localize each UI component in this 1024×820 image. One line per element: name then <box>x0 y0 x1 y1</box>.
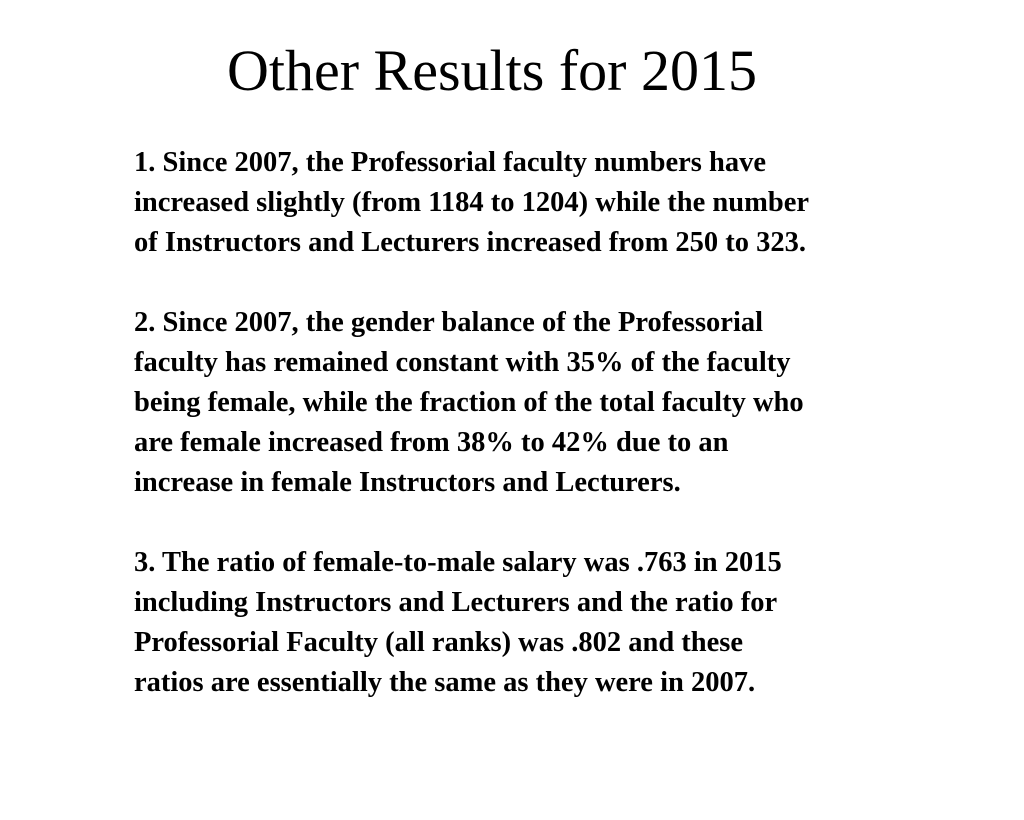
result-point-1 <box>134 143 934 263</box>
result-point-2 <box>134 303 934 503</box>
slide-title: Other Results for 2015 <box>227 38 757 103</box>
result-2-line-2: faculty has remained constant with 35% of the faculty <box>134 347 791 378</box>
result-2-line-5: increase in female Instructors and Lecturers. <box>134 467 681 498</box>
result-1-line-2: increased slightly (from 1184 to 1204) while the number <box>134 187 809 218</box>
result-2-line-1: 2. Since 2007, the gender balance of the Professorial <box>134 307 764 338</box>
result-point-3 <box>134 543 934 703</box>
result-1-line-3: of Instructors and Lecturers increased from 250 to 323. <box>134 227 807 258</box>
result-2-line-3: being female, while the fraction of the total faculty who <box>134 387 804 418</box>
result-1-line-1: 1. Since 2007, the Professorial faculty numbers have <box>134 147 766 178</box>
result-3-line-2: including Instructors and Lecturers and the ratio for <box>134 587 778 618</box>
result-3-line-1: 3. The ratio of female-to-male salary was .763 in 2015 <box>134 547 782 578</box>
result-3-line-4: ratios are essentially the same as they were in 2007. <box>134 667 756 698</box>
results-list <box>134 143 934 743</box>
result-2-line-4: are female increased from 38% to 42% due to an <box>134 427 729 458</box>
result-3-line-3: Professorial Faculty (all ranks) was .802 and these <box>134 627 744 658</box>
